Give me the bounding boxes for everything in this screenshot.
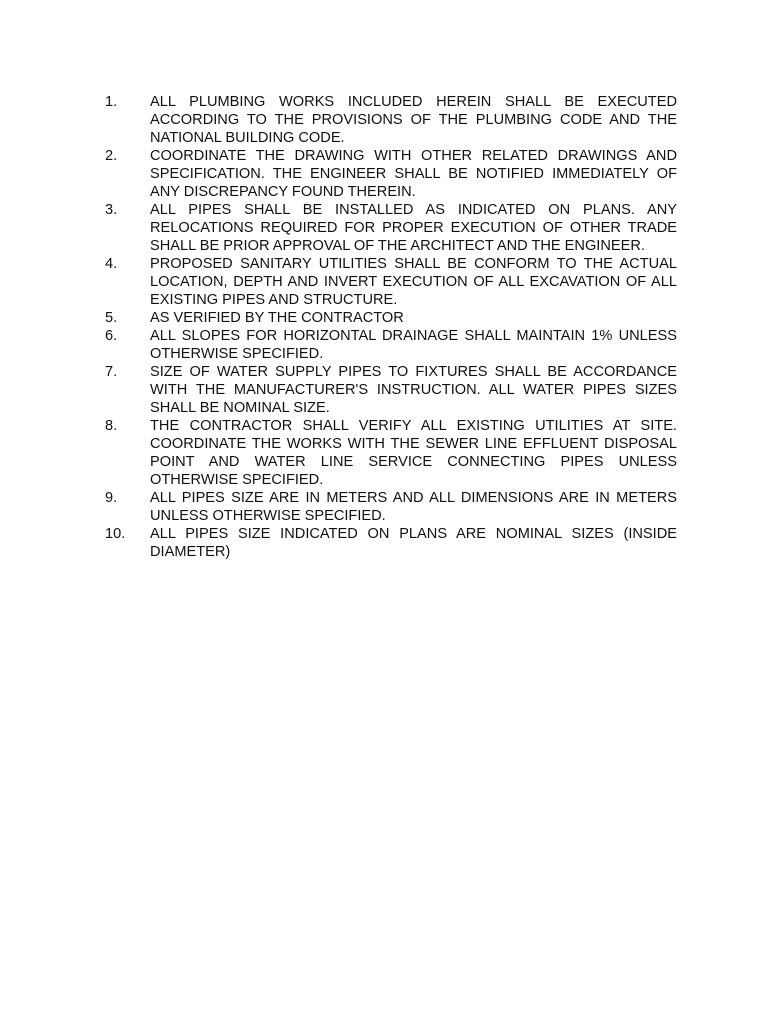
note-number: 4. bbox=[105, 256, 118, 272]
note-item bbox=[105, 327, 677, 363]
note-text: ALL PIPES SHALL BE INSTALLED AS INDICATED ON PLANS. ANY RELOCATIONS REQUIRED FOR PROPER EXECUTION OF OTHER TRADE SHALL BE PRIOR APPROVAL OF THE ARCHITECT AND THE ENGINEER. bbox=[150, 202, 677, 254]
plumbing-notes-list bbox=[105, 93, 677, 561]
note-text: SIZE OF WATER SUPPLY PIPES TO FIXTURES SHALL BE ACCORDANCE WITH THE MANUFACTURER'S INSTRUCTION. ALL WATER PIPES SIZES SHALL BE NOMINAL SIZE. bbox=[150, 364, 677, 416]
note-item bbox=[105, 417, 677, 489]
note-number: 5. bbox=[105, 310, 118, 326]
note-number: 6. bbox=[105, 328, 118, 344]
note-number: 2. bbox=[105, 148, 118, 164]
note-item bbox=[105, 525, 677, 561]
note-text: ALL PIPES SIZE INDICATED ON PLANS ARE NOMINAL SIZES (INSIDE DIAMETER) bbox=[150, 526, 677, 560]
note-item bbox=[105, 363, 677, 417]
note-number: 10. bbox=[105, 526, 126, 542]
note-item bbox=[105, 309, 677, 327]
note-item bbox=[105, 201, 677, 255]
note-item bbox=[105, 255, 677, 309]
note-number: 7. bbox=[105, 364, 118, 380]
note-text: ALL PIPES SIZE ARE IN METERS AND ALL DIMENSIONS ARE IN METERS UNLESS OTHERWISE SPECIFIED. bbox=[150, 490, 677, 524]
note-text: ALL SLOPES FOR HORIZONTAL DRAINAGE SHALL MAINTAIN 1% UNLESS OTHERWISE SPECIFIED. bbox=[150, 328, 677, 362]
note-text: AS VERIFIED BY THE CONTRACTOR bbox=[150, 310, 404, 326]
note-text: PROPOSED SANITARY UTILITIES SHALL BE CONFORM TO THE ACTUAL LOCATION, DEPTH AND INVERT EXECUTION OF ALL EXCAVATION OF ALL EXISTING PIPES AND STRUCTURE. bbox=[150, 256, 677, 308]
note-text: COORDINATE THE DRAWING WITH OTHER RELATED DRAWINGS AND SPECIFICATION. THE ENGINEER SHALL BE NOTIFIED IMMEDIATELY OF ANY DISCREPANCY FOUND THEREIN. bbox=[150, 148, 677, 200]
note-number: 8. bbox=[105, 418, 118, 434]
note-item bbox=[105, 147, 677, 201]
note-number: 9. bbox=[105, 490, 118, 506]
note-text: THE CONTRACTOR SHALL VERIFY ALL EXISTING UTILITIES AT SITE. COORDINATE THE WORKS WITH THE SEWER LINE EFFLUENT DISPOSAL POINT AND WATER LINE SERVICE CONNECTING PIPES UNLESS OTHERWISE SPECIFIED. bbox=[150, 418, 677, 488]
note-text: ALL PLUMBING WORKS INCLUDED HEREIN SHALL BE EXECUTED ACCORDING TO THE PROVISIONS OF THE PLUMBING CODE AND THE NATIONAL BUILDING CODE. bbox=[150, 94, 677, 146]
note-item bbox=[105, 489, 677, 525]
note-item bbox=[105, 93, 677, 147]
note-number: 1. bbox=[105, 94, 118, 110]
note-number: 3. bbox=[105, 202, 118, 218]
